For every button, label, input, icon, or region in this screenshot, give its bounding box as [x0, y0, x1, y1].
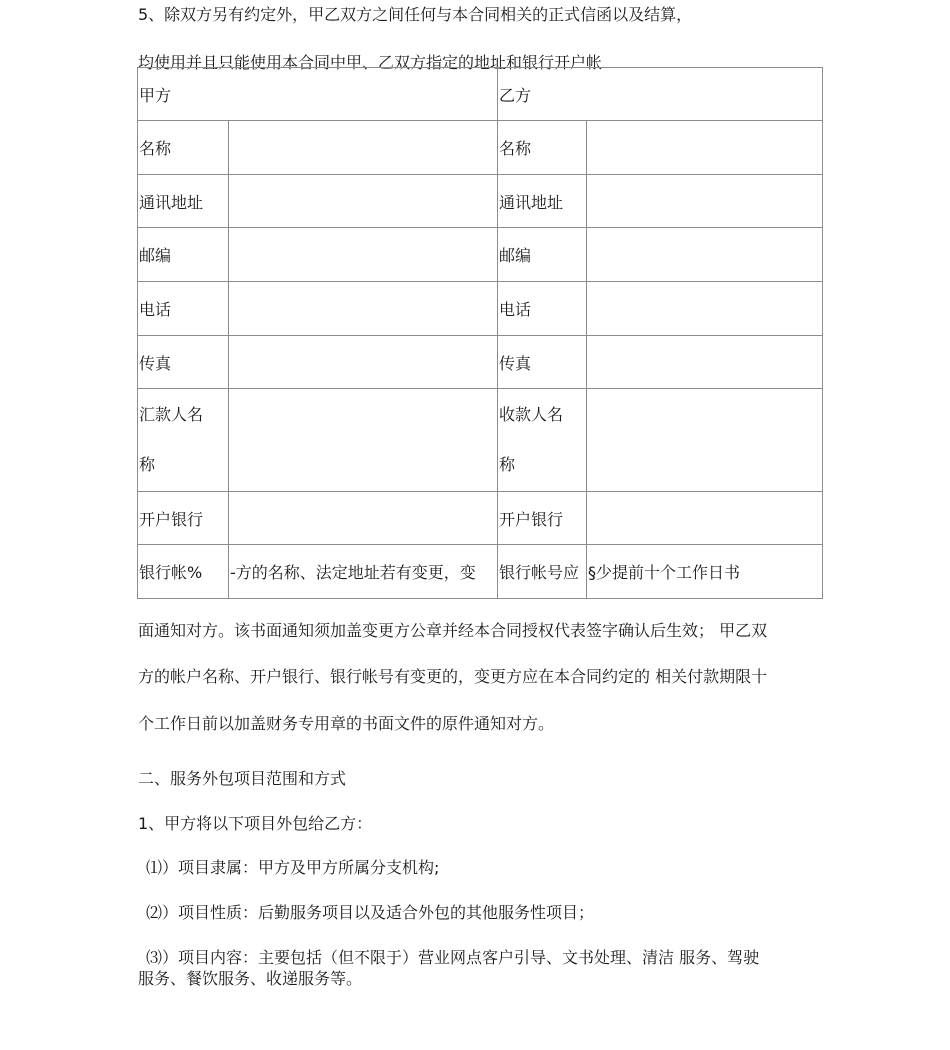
sub-clause-3-line-1: ⑶）项目内容：主要包括（但不限于）营业网点客户引导、文书处理、清洁 服务、驾驶	[146, 948, 760, 967]
payee-label-line-2: 称	[499, 455, 516, 474]
party-a-address-value[interactable]	[229, 175, 498, 228]
party-a-address-label: 通讯地址	[138, 175, 229, 228]
party-a-remitter-label	[138, 389, 229, 492]
party-b-postcode-value[interactable]	[587, 228, 823, 282]
table-header-row	[138, 68, 823, 121]
table-row	[138, 282, 823, 336]
party-b-fax-value[interactable]	[587, 336, 823, 389]
party-b-fax-label: 传真	[498, 336, 587, 389]
paragraph-line-2: 方的帐户名称、开户银行、银行帐号有变更的，变更方应在本合同约定的 相关付款期限十	[138, 667, 768, 686]
remitter-label-line-2: 称	[139, 455, 156, 474]
party-a-phone-label: 电话	[138, 282, 229, 336]
table-row	[138, 228, 823, 282]
party-b-account-value[interactable]: §少提前十个工作日书	[587, 545, 823, 599]
table-row	[138, 492, 823, 545]
intro-line-1: 5、除双方另有约定外，甲乙双方之间任何与本合同相关的正式信函以及结算，	[138, 5, 693, 24]
party-b-account-label: 银行帐号应	[498, 545, 587, 599]
party-b-name-label: 名称	[498, 121, 587, 175]
party-b-postcode-label: 邮编	[498, 228, 587, 282]
party-a-fax-value[interactable]	[229, 336, 498, 389]
party-a-fax-label: 传真	[138, 336, 229, 389]
party-a-account-value[interactable]: -方的名称、法定地址若有变更，变	[229, 545, 498, 599]
party-b-phone-value[interactable]	[587, 282, 823, 336]
party-a-remitter-value[interactable]	[229, 389, 498, 492]
party-a-postcode-value[interactable]	[229, 228, 498, 282]
party-b-bank-label: 开户银行	[498, 492, 587, 545]
sub-clause-2: ⑵）项目性质：后勤服务项目以及适合外包的其他服务性项目；	[146, 903, 595, 922]
party-b-address-label: 通讯地址	[498, 175, 587, 228]
party-a-bank-label: 开户银行	[138, 492, 229, 545]
sub-clause-3-line-2: 服务、餐饮服务、收递服务等。	[138, 969, 363, 988]
party-b-payee-label	[498, 389, 587, 492]
party-b-address-value[interactable]	[587, 175, 823, 228]
party-a-postcode-label: 邮编	[138, 228, 229, 282]
table-row	[138, 545, 823, 599]
payee-label-line-1: 收款人名	[499, 405, 564, 424]
party-b-name-value[interactable]	[587, 121, 823, 175]
party-b-bank-value[interactable]	[587, 492, 823, 545]
table-row	[138, 336, 823, 389]
table-row	[138, 175, 823, 228]
party-a-name-value[interactable]	[229, 121, 498, 175]
clause-1: 1、甲方将以下项目外包给乙方：	[138, 814, 373, 833]
party-a-account-label: 银行帐%	[138, 545, 229, 599]
table-row	[138, 121, 823, 175]
table-row	[138, 389, 823, 492]
remitter-label-line-1: 汇款人名	[139, 405, 204, 424]
section-heading: 二、服务外包项目范围和方式	[138, 769, 347, 788]
party-a-bank-value[interactable]	[229, 492, 498, 545]
contact-info-table	[137, 67, 823, 599]
intro-line-2: 均使用并且只能使用本合同中甲、乙双方指定的地址和银行开户帐	[138, 53, 603, 72]
paragraph-line-1: 面通知对方。该书面通知须加盖变更方公章并经本合同授权代表签字确认后生效； 甲乙双	[138, 621, 768, 640]
paragraph-line-3: 个工作日前以加盖财务专用章的书面文件的原件通知对方。	[138, 714, 555, 733]
party-b-payee-value[interactable]	[587, 389, 823, 492]
party-a-phone-value[interactable]	[229, 282, 498, 336]
party-b-phone-label: 电话	[498, 282, 587, 336]
sub-clause-1: ⑴）项目隶属：甲方及甲方所属分支机构;	[146, 858, 440, 877]
party-a-name-label: 名称	[138, 121, 229, 175]
party-a-header: 甲方	[138, 68, 498, 121]
party-b-header: 乙方	[498, 68, 823, 121]
